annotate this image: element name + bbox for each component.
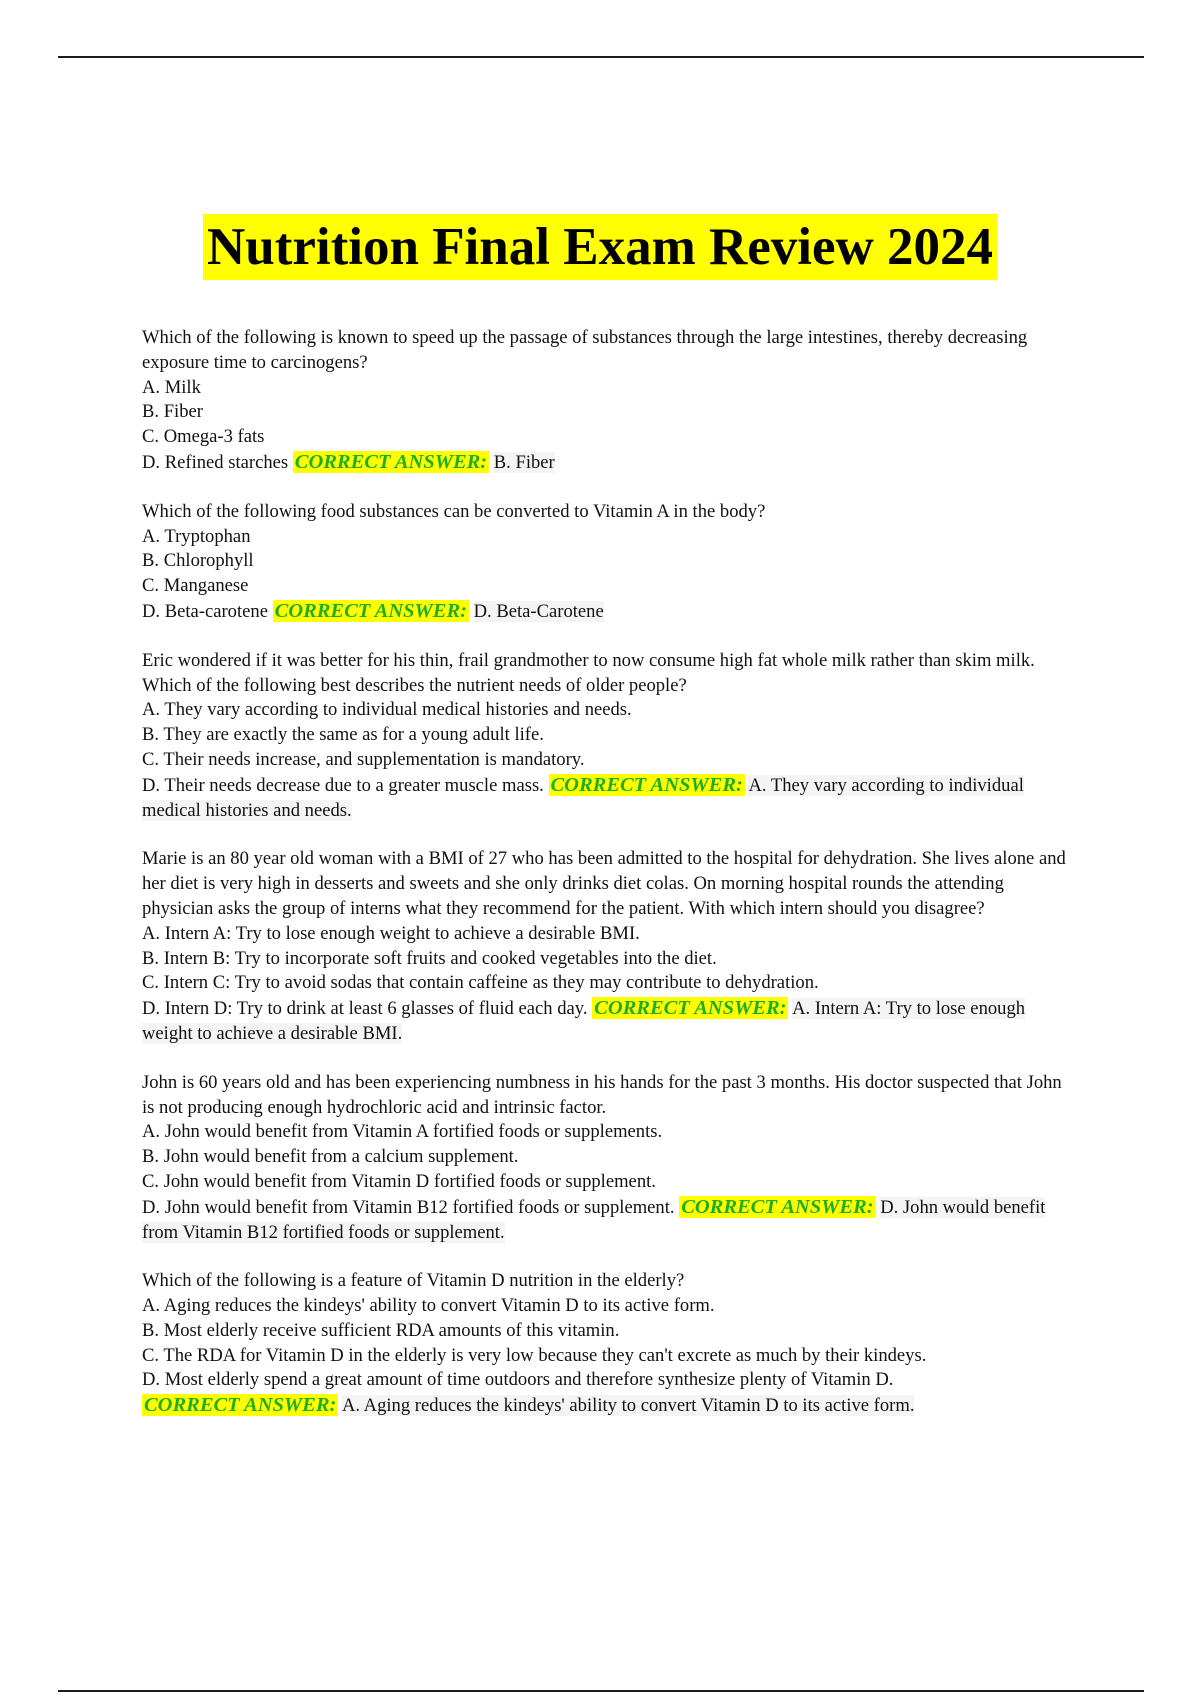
correct-answer-text: B. Fiber [493,451,555,473]
option-d: D. Refined starches [142,451,289,473]
question-list [142,326,1072,1443]
option-d: D. Most elderly spend a great amount of time outdoors and therefore synthesize plenty of Vitamin D. [142,1369,894,1391]
document-title: Nutrition Final Exam Review 2024 [203,214,997,280]
correct-answer-label: CORRECT ANSWER: [144,1394,337,1417]
option-c: C. Intern C: Try to avoid sodas that contain caffeine as they may contribute to dehydration. [142,972,819,994]
correct-answer-label: CORRECT ANSWER: [594,997,787,1020]
option-d: D. John would benefit from Vitamin B12 fortified foods or supplement. [142,1196,675,1218]
footer-rule [58,1690,1144,1692]
option-d-with-answer [142,599,1072,625]
option-d-with-answer [142,996,1072,1047]
correct-answer-text: D. John would benefit from Vitamin B12 fortified foods or supplement. [142,1196,1046,1243]
correct-answer-text: A. They vary according to individual medical histories and needs. [142,774,1024,821]
option-a: A. They vary according to individual medical histories and needs. [142,699,632,721]
option-b: B. Most elderly receive sufficient RDA amounts of this vitamin. [142,1319,620,1341]
question-stem: Eric wondered if it was better for his thin, frail grandmother to now consume high fat whole milk rather than skim milk. Which of the following best describes the nutrient needs of older people? [142,649,1035,696]
question-stem: Which of the following food substances can be converted to Vitamin A in the body? [142,500,766,522]
option-c: C. Omega-3 fats [142,426,265,448]
correct-answer-label: CORRECT ANSWER: [294,450,488,473]
question-stem: Which of the following is a feature of Vitamin D nutrition in the elderly? [142,1270,685,1292]
option-d: D. Their needs decrease due to a greater muscle mass. [142,774,544,796]
option-b: B. Fiber [142,401,203,423]
option-c: C. The RDA for Vitamin D in the elderly is very low because they can't excrete as much by their kindeys. [142,1344,927,1366]
title-container [0,214,1200,280]
option-a: A. John would benefit from Vitamin A fortified foods or supplements. [142,1121,663,1143]
option-b: B. Intern B: Try to incorporate soft fruits and cooked vegetables into the diet. [142,947,717,969]
correct-answer-label: CORRECT ANSWER: [550,773,743,796]
question-block [142,1071,1072,1246]
question-stem: Which of the following is known to speed up the passage of substances through the large intestines, thereby decreasing exposure time to carcinogens? [142,327,1028,373]
question-block [142,326,1072,476]
option-c: C. John would benefit from Vitamin D fortified foods or supplement. [142,1170,656,1192]
option-b: B. John would benefit from a calcium supplement. [142,1146,519,1168]
answer-line [142,1393,1072,1419]
question-block [142,649,1072,824]
correct-answer-text: A. Intern A: Try to lose enough weight to achieve a desirable BMI. [142,998,1026,1044]
question-block [142,1269,1072,1419]
header-rule [58,56,1144,58]
option-c: C. Their needs increase, and supplementation is mandatory. [142,748,585,770]
option-a: A. Tryptophan [142,525,251,547]
option-c: C. Manganese [142,575,249,597]
option-a: A. Milk [142,376,201,398]
option-d-with-answer [142,773,1072,824]
correct-answer-text: D. Beta-Carotene [473,600,604,622]
option-d: D. Intern D: Try to drink at least 6 glasses of fluid each day. [142,998,588,1020]
correct-answer-label: CORRECT ANSWER: [681,1195,874,1218]
option-a: A. Aging reduces the kindeys' ability to convert Vitamin D to its active form. [142,1295,715,1317]
option-d-with-answer [142,1195,1072,1246]
option-d: D. Beta-carotene [142,600,268,622]
option-d-with-answer [142,450,1072,476]
question-stem: Marie is an 80 year old woman with a BMI of 27 who has been admitted to the hospital for dehydration. She lives alone and her diet is very high in desserts and sweets and she only drinks diet colas. On morning hospital rounds the attending physician asks the group of interns what they recommend for the patient. With which intern should you disagree? [142,848,1066,919]
correct-answer-text: A. Aging reduces the kindeys' ability to convert Vitamin D to its active form. [341,1395,915,1417]
question-stem: John is 60 years old and has been experiencing numbness in his hands for the past 3 months. His doctor suspected that John is not producing enough hydrochloric acid and intrinsic factor. [142,1071,1062,1118]
option-a: A. Intern A: Try to lose enough weight to achieve a desirable BMI. [142,922,640,944]
question-block [142,847,1072,1046]
question-block [142,500,1072,625]
option-b: B. Chlorophyll [142,550,254,572]
correct-answer-label: CORRECT ANSWER: [274,599,467,622]
option-b: B. They are exactly the same as for a young adult life. [142,724,544,746]
